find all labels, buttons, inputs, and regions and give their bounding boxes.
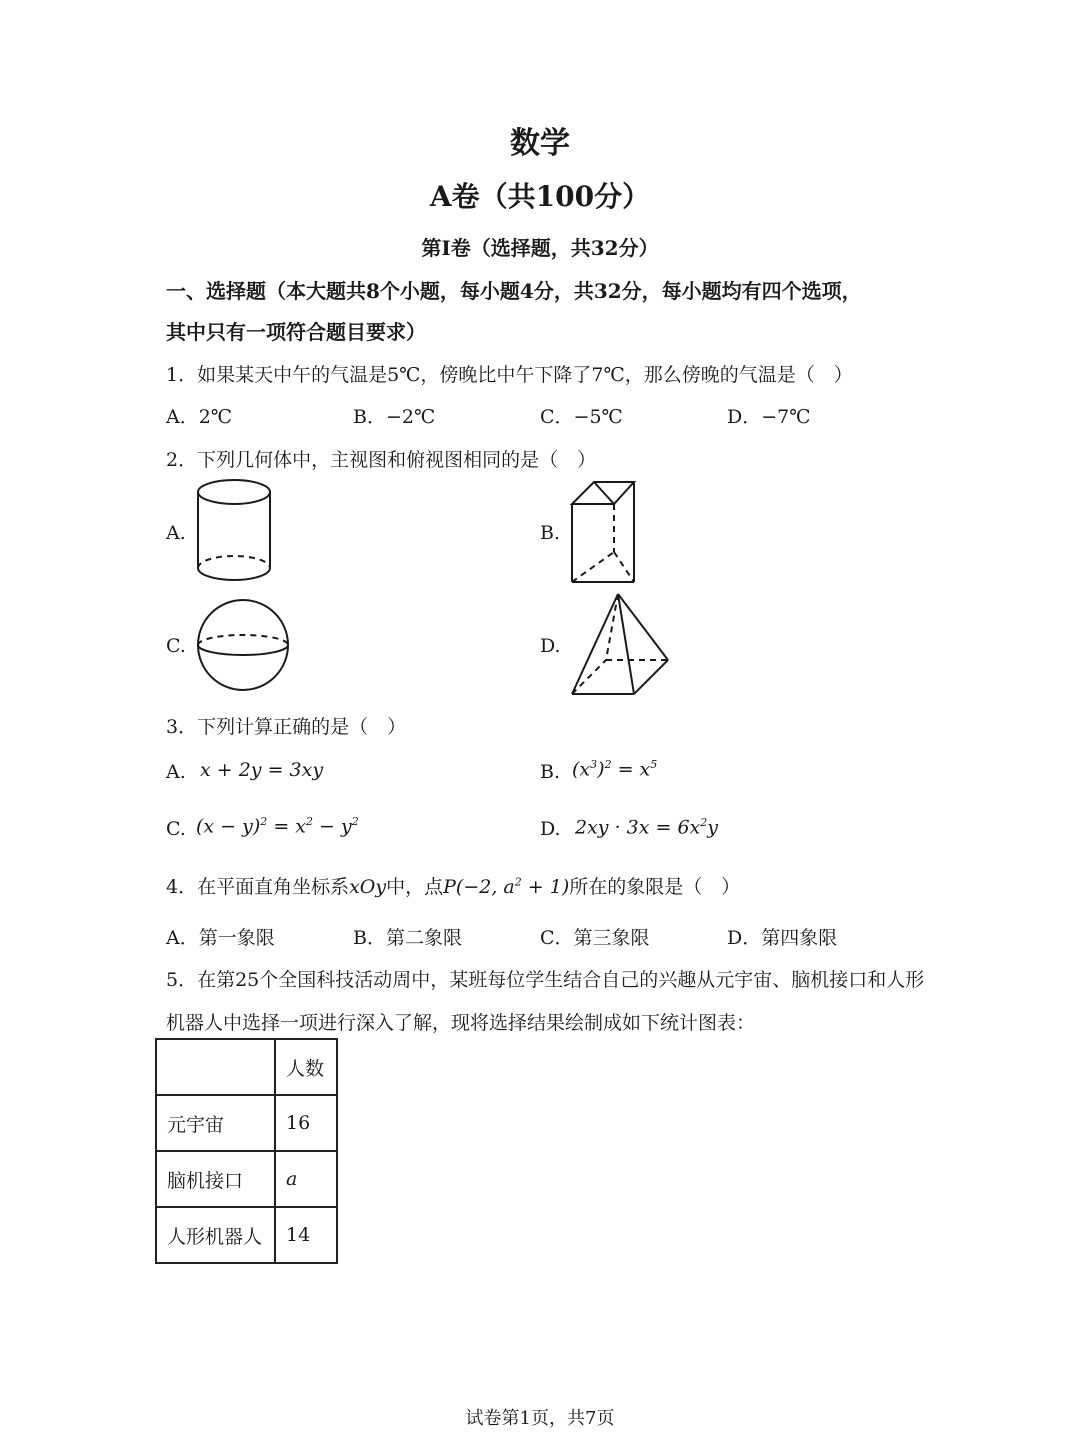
table-row bbox=[156, 1095, 337, 1151]
q3-option-d-label: D. bbox=[540, 818, 561, 840]
table-header-cell bbox=[156, 1039, 275, 1095]
q3-option-c-expr: $(x - y)^2 = x^2 - y^2$ bbox=[196, 815, 359, 838]
section-heading-line2: 其中只有一项符合题目要求） bbox=[166, 320, 426, 344]
sphere-icon bbox=[195, 598, 291, 692]
pyramid-icon bbox=[570, 592, 672, 696]
q1-option-d: D．−7℃ bbox=[727, 406, 811, 428]
question-5-line2: 机器人中选择一项进行深入了解，现将选择结果绘制成如下统计图表： bbox=[166, 1012, 756, 1034]
question-5-line1: 5．在第25个全国科技活动周中，某班每位学生结合自己的兴趣从元宇宙、脑机接口和人形 bbox=[166, 969, 925, 991]
table-cell: 14 bbox=[275, 1207, 337, 1263]
q4-option-b: B．第二象限 bbox=[353, 927, 462, 949]
q4-option-c: C．第三象限 bbox=[540, 927, 650, 949]
triangular-prism-icon bbox=[570, 478, 642, 586]
question-1-stem: 1．如果某天中午的气温是5℃，傍晚比中午下降了7℃，那么傍晚的气温是（ ） bbox=[166, 364, 853, 386]
q1-option-a: A．2℃ bbox=[166, 406, 233, 428]
q1-option-c: C．−5℃ bbox=[540, 406, 623, 428]
q4-option-d: D．第四象限 bbox=[727, 927, 838, 949]
table-header-cell: 人数 bbox=[275, 1039, 337, 1095]
cylinder-icon bbox=[196, 478, 274, 586]
table-cell: a bbox=[275, 1151, 337, 1207]
q2-option-b-label: B. bbox=[540, 522, 561, 544]
q3-option-d-expr: $2xy \cdot 3x = 6x^2y$ bbox=[575, 816, 718, 839]
table-cell: 人形机器人 bbox=[156, 1207, 275, 1263]
q1-option-b: B．−2℃ bbox=[353, 406, 436, 428]
q3-option-a-label: A. bbox=[166, 761, 186, 783]
question-2-stem: 2．下列几何体中，主视图和俯视图相同的是（ ） bbox=[166, 449, 597, 471]
statistics-table bbox=[155, 1038, 338, 1264]
table-row bbox=[156, 1207, 337, 1263]
q3-option-a-expr: x + 2y = 3xy bbox=[200, 759, 324, 781]
q2-option-d-label: D. bbox=[540, 635, 561, 657]
question-3-stem: 3．下列计算正确的是（ ） bbox=[166, 716, 407, 738]
table-cell: 16 bbox=[275, 1095, 337, 1151]
part-title: 第Ⅰ卷（选择题，共32分） bbox=[421, 236, 659, 260]
q3-option-c-label: C. bbox=[166, 818, 186, 840]
table-row bbox=[156, 1151, 337, 1207]
table-header-row bbox=[156, 1039, 337, 1095]
table-cell: 元宇宙 bbox=[156, 1095, 275, 1151]
q2-option-a-label: A. bbox=[166, 522, 186, 544]
q4-option-a: A．第一象限 bbox=[166, 927, 275, 949]
volume-title: A卷（共100分） bbox=[429, 180, 651, 213]
table-cell: 脑机接口 bbox=[156, 1151, 275, 1207]
q3-option-b-label: B. bbox=[540, 761, 561, 783]
page-title: 数学 bbox=[510, 126, 570, 161]
q2-option-c-label: C. bbox=[166, 635, 186, 657]
section-heading-line1: 一、选择题（本大题共8个小题，每小题4分，共32分，每小题均有四个选项， bbox=[166, 279, 862, 303]
q3-option-b-expr: $(x^3)^2 = x^5$ bbox=[572, 758, 658, 781]
question-4-stem: 4．在平面直角坐标系xOy中，点P(−2, $a^2 + 1$)所在的象限是（ ） bbox=[166, 875, 741, 898]
page-footer: 试卷第1页，共7页 bbox=[465, 1408, 615, 1429]
